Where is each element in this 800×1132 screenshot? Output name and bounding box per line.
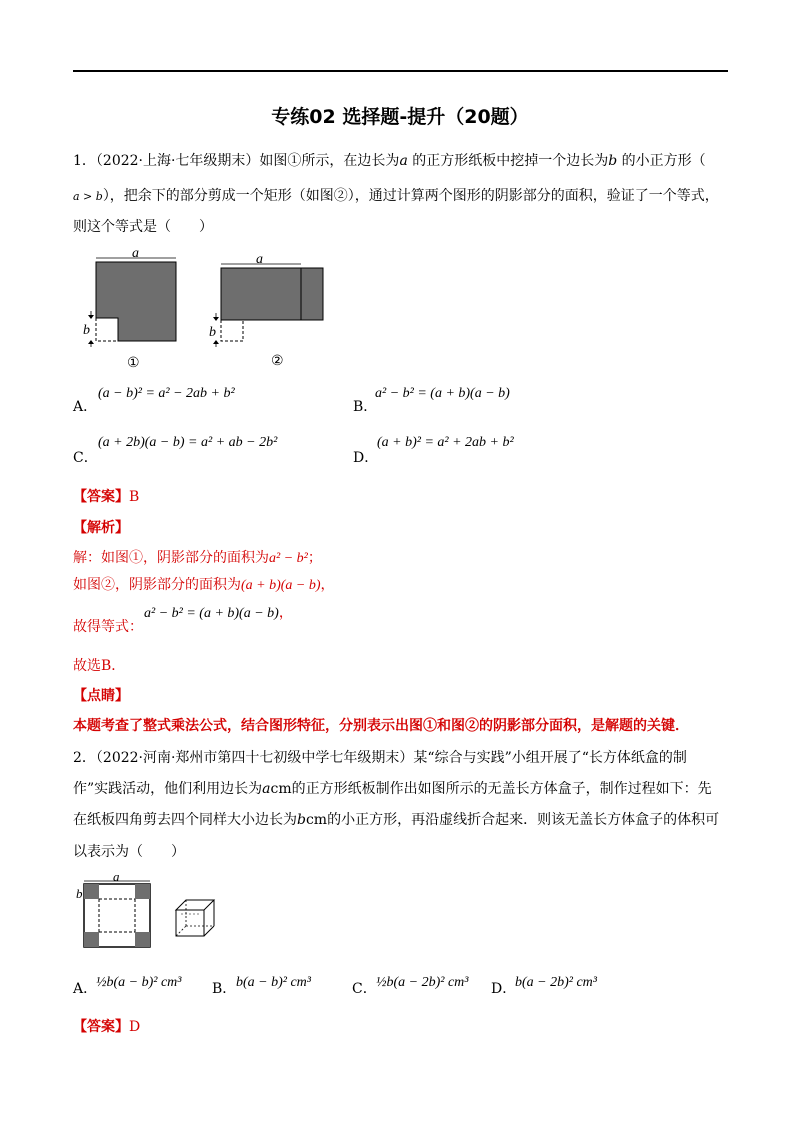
q1-analysis-tag: 【解析】 <box>73 520 129 536</box>
q2-option-a-formula: ½b(a − b)² cm³ <box>96 975 182 990</box>
q2-stem-line1: 2．（2022·河南·郑州市第四十七初级中学七年级期末）某“综合与实践”小组开展了“长方体纸盒的制 <box>73 750 687 766</box>
fig1-b-label: b <box>83 323 90 338</box>
q1-option-b[interactable]: B． <box>353 399 378 415</box>
net-b-label: b <box>76 886 83 901</box>
q1-option-c-formula: (a + 2b)(a − b) = a² + ab − 2b² <box>98 435 278 450</box>
q1-solution-line1: 解：如图①，阴影部分的面积为a² − b²； <box>73 550 322 566</box>
box-drawing <box>176 900 214 936</box>
q2-option-a[interactable]: A． <box>73 981 98 997</box>
fig2-b-label: b <box>209 325 216 340</box>
fig2-side-rect <box>301 268 323 320</box>
fig1-cutout-dashed <box>96 318 118 341</box>
q1-figure <box>80 245 340 370</box>
q1-option-d[interactable]: D． <box>353 450 379 466</box>
fig1-a-label: a <box>132 246 139 261</box>
page-title: 专练02 选择题-提升（20题） <box>271 106 529 128</box>
fig2-main-rect <box>221 268 301 320</box>
q1-answer: 【答案】B <box>73 489 140 505</box>
q1-solution-line4: 故选B． <box>73 658 126 674</box>
q2-figure <box>74 868 224 950</box>
header-rule <box>73 70 728 72</box>
q1-solution-line3-label: 故得等式： <box>73 619 143 635</box>
q1-option-b-formula: a² − b² = (a + b)(a − b) <box>375 386 510 401</box>
q2-option-c-formula: ½b(a − 2b)² cm³ <box>376 975 469 990</box>
fig2-label: ② <box>271 354 284 369</box>
q1-option-d-formula: (a + b)² = a² + 2ab + b² <box>377 435 514 450</box>
q2-option-c[interactable]: C． <box>352 981 377 997</box>
fig1-label: ① <box>127 356 140 370</box>
q2-stem-line3: 在纸板四角剪去四个同样大小边长为bcm的小正方形，再沿虚线折合起来．则该无盖长方体盒子的体积可 <box>73 812 720 828</box>
net-a-label: a <box>113 869 120 884</box>
q1-option-a[interactable]: A． <box>73 399 98 415</box>
fig2-dashed <box>221 320 243 341</box>
q2-stem-line2: 作”实践活动，他们利用边长为acm的正方形纸板制作出如图所示的无盖长方体盒子，制作过程如下：先 <box>73 781 712 797</box>
q2-option-d[interactable]: D． <box>491 981 517 997</box>
q2-option-b[interactable]: B． <box>212 981 237 997</box>
q1-comment-tag: 【点睛】 <box>73 688 129 704</box>
q2-option-b-formula: b(a − b)² cm³ <box>236 975 311 990</box>
q1-comment: 本题考查了整式乘法公式，结合图形特征，分别表示出图①和图②的阴影部分面积，是解题的关键． <box>73 718 689 734</box>
q2-stem-line4: 以表示为（ ） <box>73 844 185 860</box>
q2-answer: 【答案】D <box>73 1019 141 1035</box>
q1-solution-line2: 如图②，阴影部分的面积为(a + b)(a − b)， <box>73 577 335 593</box>
q1-stem-line3: 则这个等式是（ ） <box>73 219 213 235</box>
q1-stem-line1: 1．（2022·上海·七年级期末）如图①所示，在边长为a 的正方形纸板中挖掉一个边长为b 的小正方形（ <box>73 153 706 169</box>
q1-option-c[interactable]: C． <box>73 450 98 466</box>
q1-option-a-formula: (a − b)² = a² − 2ab + b² <box>98 386 235 401</box>
fig1-shaded-shape <box>96 262 176 341</box>
q1-stem-line2: a > b），把余下的部分剪成一个矩形（如图②），通过计算两个图形的阴影部分的面积，验证了一个等式， <box>73 188 719 204</box>
fig2-a-label: a <box>256 252 263 267</box>
q2-option-d-formula: b(a − 2b)² cm³ <box>515 975 597 990</box>
q1-solution-line3-formula: a² − b² = (a + b)(a − b)， <box>144 605 293 621</box>
